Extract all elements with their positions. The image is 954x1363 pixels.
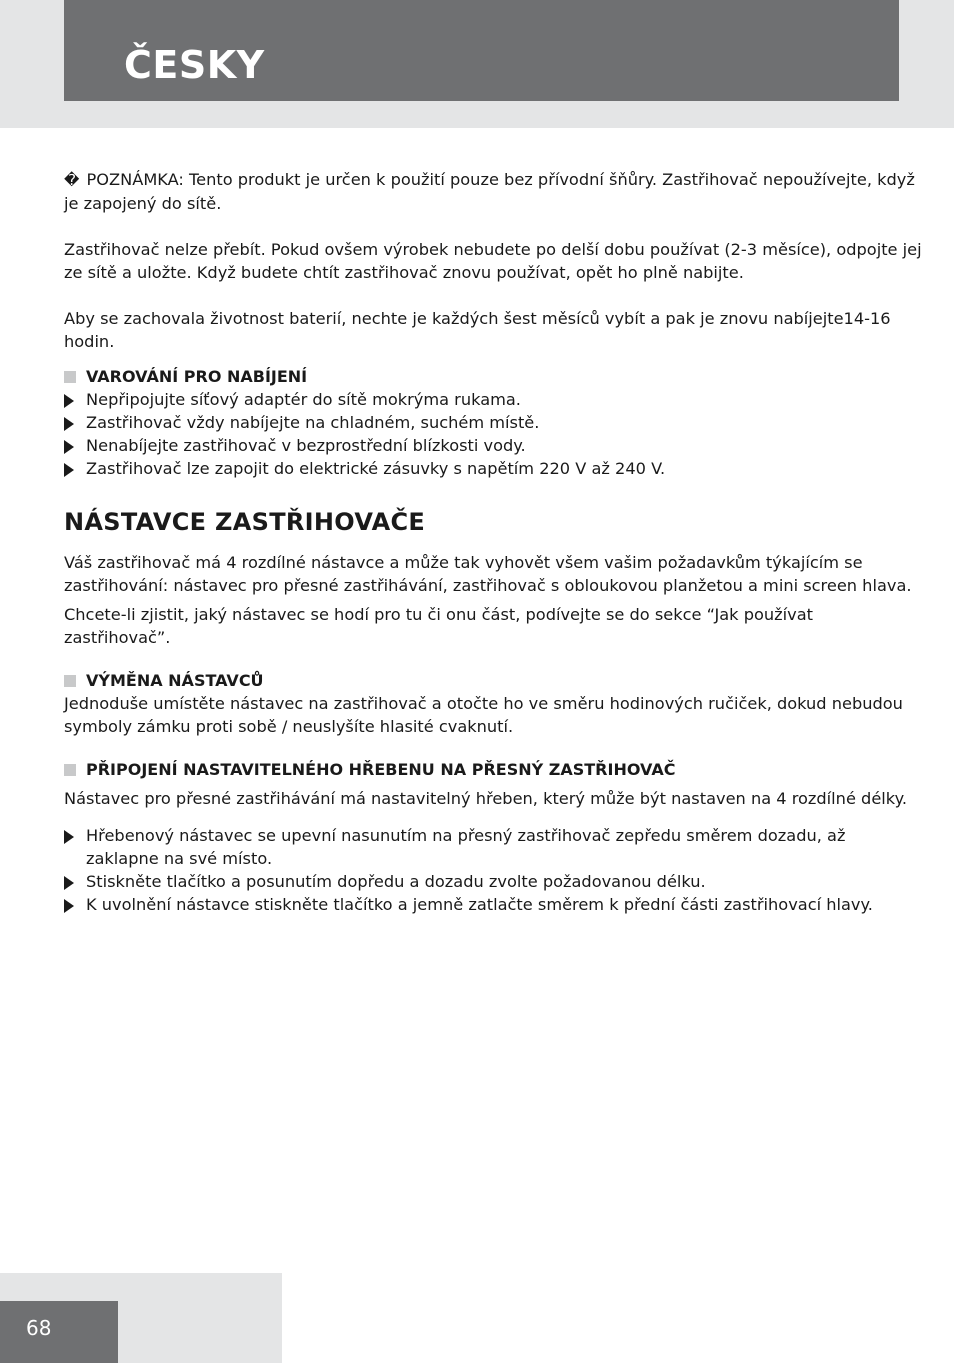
list-item: [64, 388, 922, 411]
comb-intro: Nástavec pro přesné zastřihávání má nastavitelný hřeben, který může být nastaven na 4 rozdílné délky.: [64, 789, 907, 808]
triangle-bullet-icon: [64, 876, 74, 890]
list-item-text: Nenabíjejte zastřihovač v bezprostřední blízkosti vody.: [86, 436, 526, 455]
list-item: [64, 824, 922, 870]
list-item-text: K uvolnění nástavce stiskněte tlačítko a jemně zatlačte směrem k přední části zastřihovací hlavy.: [86, 895, 873, 914]
triangle-bullet-icon: [64, 463, 74, 477]
page-number: 68: [26, 1316, 52, 1340]
comb-list: [64, 824, 922, 916]
main-content: [64, 168, 922, 916]
triangle-bullet-icon: [64, 440, 74, 454]
attachments-paragraph: Chcete-li zjistit, jaký nástavec se hodí pro tu či onu část, podívejte se do sekce “Jak používat zastřihovač”.: [64, 605, 813, 647]
list-item: [64, 411, 922, 434]
attachments-heading: NÁSTAVCE ZASTŘIHOVAČE: [64, 508, 426, 536]
charging-list: [64, 388, 922, 480]
comb-heading-text: PŘIPOJENÍ NASTAVITELNÉHO HŘEBENU NA PŘESNÝ ZASTŘIHOVAČ: [86, 760, 676, 779]
square-bullet-icon: [64, 371, 76, 383]
list-item: [64, 870, 922, 893]
attachments-paragraph: Váš zastřihovač má 4 rozdílné nástavce a může tak vyhovět všem vašim požadavkům týkajícím se zastřihování: nástavec pro přesné zastřihávání, zastřihovač s obloukovou planžetou a mini screen hlava.: [64, 553, 912, 595]
triangle-bullet-icon: [64, 899, 74, 913]
triangle-bullet-icon: [64, 394, 74, 408]
triangle-bullet-icon: [64, 417, 74, 431]
list-item-text: Nepřipojujte síťový adaptér do sítě mokrýma rukama.: [86, 390, 521, 409]
page-title: ČESKY: [124, 43, 265, 87]
charging-heading-text: VAROVÁNÍ PRO NABÍJENÍ: [86, 367, 308, 386]
replace-heading-text: VÝMĚNA NÁSTAVCŮ: [86, 671, 264, 690]
header-box: [64, 0, 899, 101]
list-item-text: Zastřihovač lze zapojit do elektrické zásuvky s napětím 220 V až 240 V.: [86, 459, 666, 478]
note-text: POZNÁMKA: Tento produkt je určen k použití pouze bez přívodní šňůry. Zastřihovač nepoužívejte, když je zapojený do sítě.: [64, 170, 915, 213]
replace-heading: [64, 669, 922, 692]
list-item-text: Zastřihovač vždy nabíjejte na chladném, suchém místě.: [86, 413, 540, 432]
note-paragraph: [64, 168, 922, 215]
list-item: [64, 893, 922, 916]
paragraph-battery: Aby se zachovala životnost baterií, nechte je každých šest měsíců vybít a pak je znovu nabíjejte14-16 hodin.: [64, 309, 891, 351]
comb-heading: [64, 758, 922, 781]
square-bullet-icon: [64, 764, 76, 776]
list-item-text: Stiskněte tlačítko a posunutím dopředu a dozadu zvolte požadovanou délku.: [86, 872, 706, 891]
replace-paragraph: Jednoduše umístěte nástavec na zastřihovač a otočte ho ve směru hodinových ručiček, dokud nebudou symboly zámku proti sobě / neuslyšíte hlasité cvaknutí.: [64, 694, 903, 736]
triangle-bullet-icon: [64, 830, 74, 844]
list-item: [64, 434, 922, 457]
list-item-text: Hřebenový nástavec se upevní nasunutím na přesný zastřihovač zepředu směrem dozadu, až zaklapne na své místo.: [86, 826, 846, 868]
page-number-box: [0, 1301, 118, 1363]
charging-heading: [64, 365, 922, 388]
list-item: [64, 457, 922, 480]
square-bullet-icon: [64, 675, 76, 687]
warning-diamond-icon: �: [64, 171, 80, 189]
paragraph-storage: Zastřihovač nelze přebít. Pokud ovšem výrobek nebudete po delší dobu používat (2-3 měsíce), odpojte jej ze sítě a uložte. Když budete chtít zastřihovač znovu používat, opět ho plně nabijte.: [64, 240, 922, 282]
